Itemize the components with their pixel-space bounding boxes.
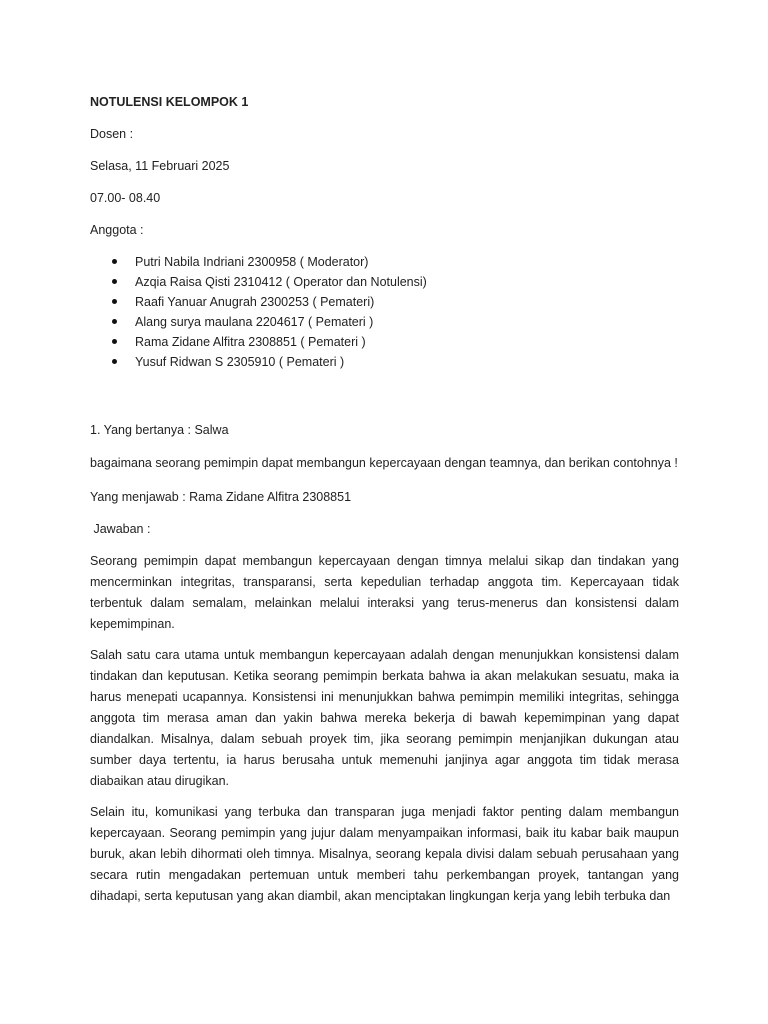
document-title: NOTULENSI KELOMPOK 1 bbox=[90, 95, 249, 109]
question-asker: 1. Yang bertanya : Salwa bbox=[90, 423, 229, 437]
document-page bbox=[90, 94, 679, 907]
bullet-icon bbox=[112, 319, 117, 324]
list-item: Azqia Raisa Qisti 2310412 ( Operator dan Notulensi) bbox=[90, 272, 679, 292]
answer-paragraph-3: Selain itu, komunikasi yang terbuka dan transparan juga menjadi faktor penting dalam membangun kepercayaan. Seorang pemimpin yang jujur dalam menyampaikan informasi, baik itu kabar baik maupun buruk, akan lebih dihormati oleh timnya. Misalnya, seorang kepala divisi dalam sebuah perusahaan yang secara rutin mengadakan pertemuan untuk memberi tahu perkembangan proyek, tantangan yang dihadapi, serta keputusan yang akan diambil, akan menciptakan lingkungan kerja yang lebih terbuka dan bbox=[90, 805, 679, 903]
list-item: Yusuf Ridwan S 2305910 ( Pemateri ) bbox=[90, 352, 679, 372]
answer-paragraph-2: Salah satu cara utama untuk membangun kepercayaan adalah dengan menunjukkan konsistensi dalam tindakan dan keputusan. Ketika seorang pemimpin berkata bahwa ia akan melakukan sesuatu, maka ia harus menepati ucapannya. Konsistensi ini menunjukkan bahwa pemimpin memiliki integritas, sehingga anggota tim merasa aman dan yakin bahwa mereka bekerja di bawah kepemimpinan yang dapat diandalkan. Misalnya, dalam sebuah proyek tim, jika seorang pemimpin menjanjikan dukungan atau sumber daya tertentu, ia harus berusaha untuk memenuhi janjinya agar anggota tim tidak merasa diabaikan atau dirugikan. bbox=[90, 648, 679, 788]
members-label: Anggota : bbox=[90, 223, 144, 237]
list-item: Putri Nabila Indriani 2300958 ( Moderator) bbox=[90, 252, 679, 272]
bullet-icon bbox=[112, 259, 117, 264]
time-line: 07.00- 08.40 bbox=[90, 191, 161, 205]
list-item: Raafi Yanuar Anugrah 2300253 ( Pemateri) bbox=[90, 292, 679, 312]
bullet-icon bbox=[112, 299, 117, 304]
bullet-icon bbox=[112, 359, 117, 364]
question-text: bagaimana seorang pemimpin dapat membangun kepercayaan dengan teamnya, dan berikan contohnya ! bbox=[90, 456, 678, 470]
answerer-line: Yang menjawab : Rama Zidane Alfitra 2308851 bbox=[90, 490, 352, 504]
answer-paragraph-1: Seorang pemimpin dapat membangun kepercayaan dengan timnya melalui sikap dan tindakan yang mencerminkan integritas, transparansi, serta kepedulian terhadap anggota tim. Kepercayaan tidak terbentuk dalam semalam, melainkan melalui interaksi yang terus-menerus dan konsistensi dalam kepemimpinan. bbox=[90, 554, 679, 631]
answer-label: Jawaban : bbox=[90, 522, 151, 536]
bullet-icon bbox=[112, 339, 117, 344]
list-item: Rama Zidane Alfitra 2308851 ( Pemateri ) bbox=[90, 332, 679, 352]
bullet-icon bbox=[112, 279, 117, 284]
members-list bbox=[90, 252, 679, 372]
lecturer-line: Dosen : bbox=[90, 127, 134, 141]
date-line: Selasa, 11 Februari 2025 bbox=[90, 159, 230, 173]
list-item: Alang surya maulana 2204617 ( Pemateri ) bbox=[90, 312, 679, 332]
